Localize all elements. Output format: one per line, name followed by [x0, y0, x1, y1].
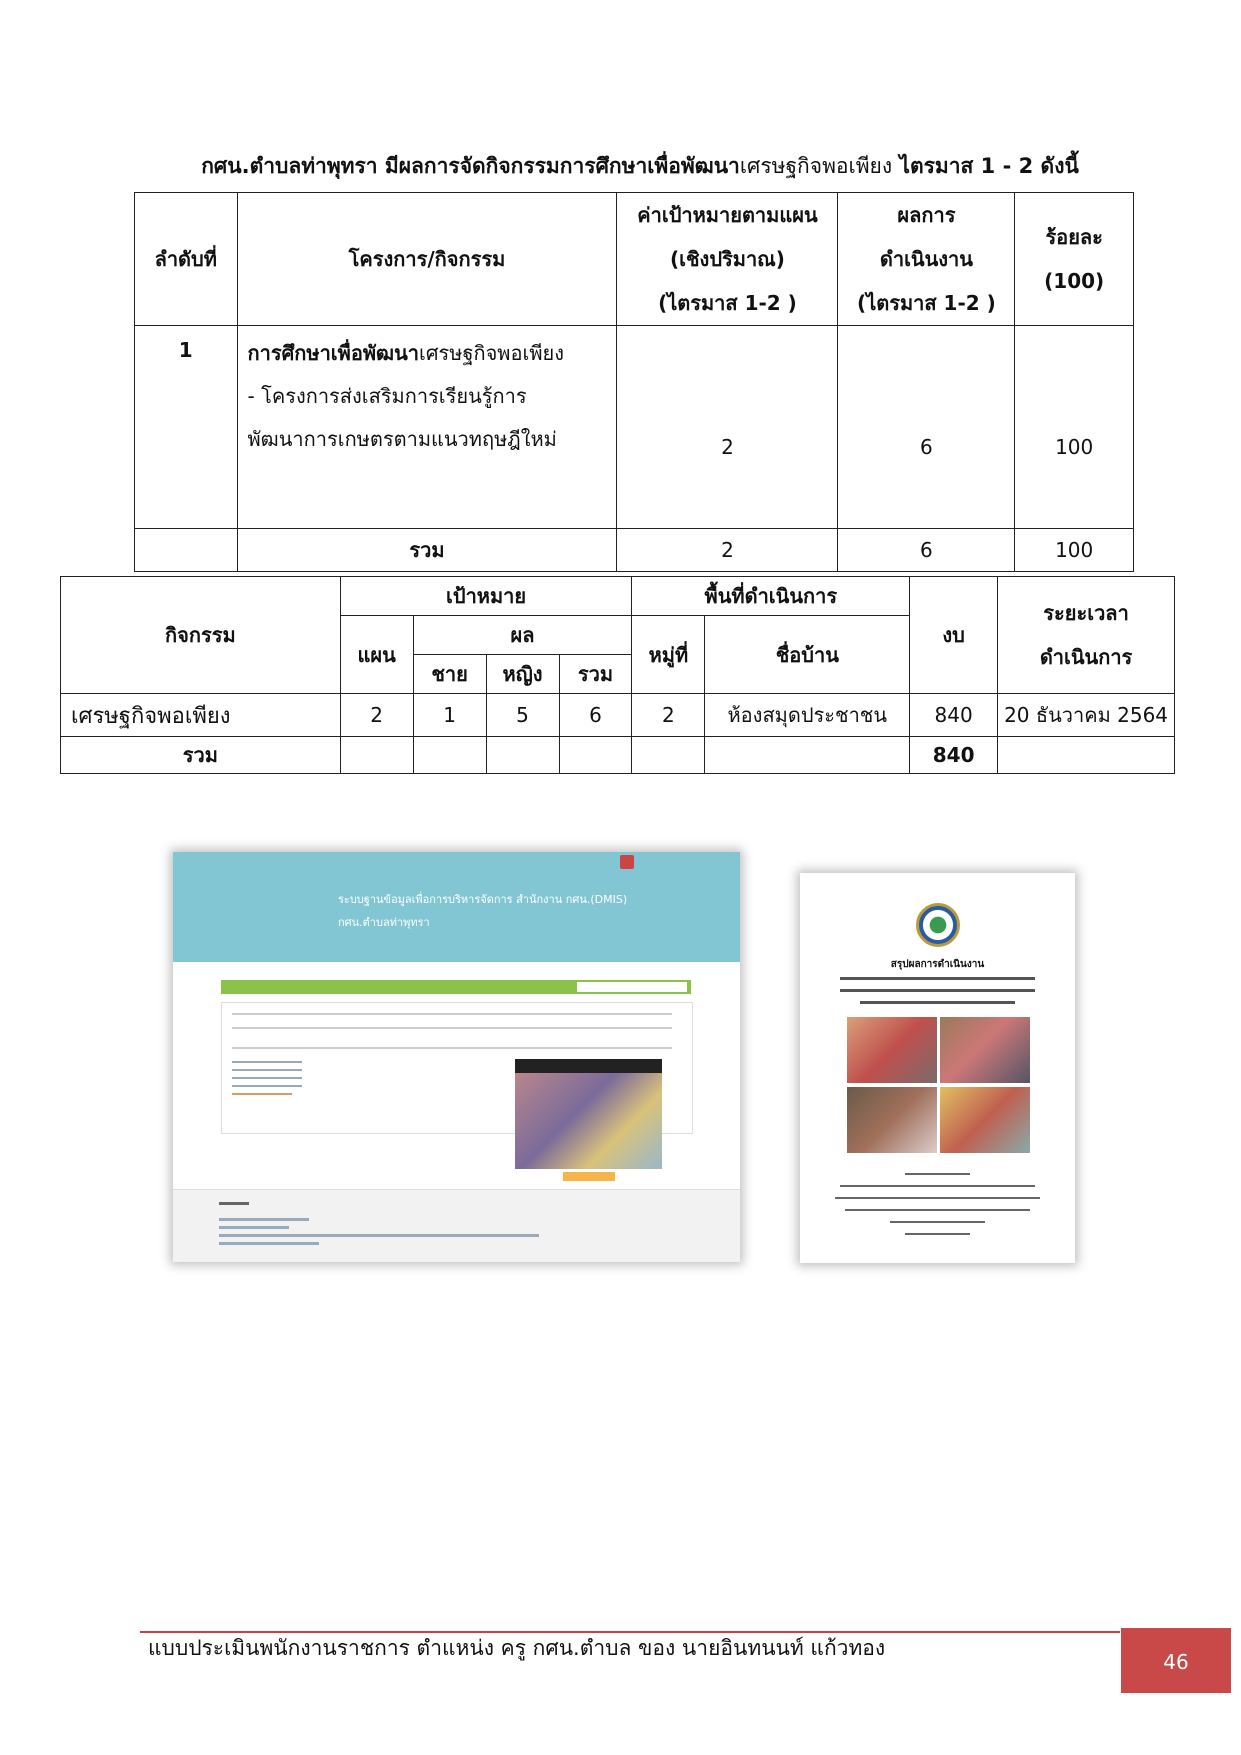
activity-header-1 [61, 577, 1175, 616]
cell-activity: เศรษฐกิจพอเพียง [61, 694, 341, 737]
row-target: 2 [617, 326, 838, 529]
cell-budget: 840 [910, 694, 998, 737]
cell-male: 1 [413, 694, 486, 737]
header-plan: แผน [340, 616, 413, 694]
dmis-green-bar [221, 980, 691, 994]
header-project: โครงการ/กิจกรรม [237, 193, 617, 326]
total-row [61, 737, 1175, 774]
cell-female: 5 [486, 694, 559, 737]
header-activity: กิจกรรม [61, 577, 341, 694]
total-result: 6 [838, 529, 1015, 572]
header-village-name: ชื่อบ้าน [705, 616, 910, 694]
header-percent-l2: (100) [1044, 269, 1105, 293]
report-photo [940, 1017, 1030, 1083]
header-percent [1015, 193, 1134, 326]
report-title: สรุปผลการดำเนินงาน [890, 959, 985, 970]
row-no: 1 [135, 326, 238, 529]
page-number: 46 [1121, 1628, 1231, 1693]
cell-village-no: 2 [632, 694, 705, 737]
row-project [237, 326, 617, 529]
dmis-title: ระบบฐานข้อมูลเพื่อการบริหารจัดการ สำนักงาน กศน.(DMIS) [338, 893, 628, 906]
row-line2: - โครงการส่งเสริมการเรียนรู้การ [247, 384, 527, 408]
results-table [134, 192, 1134, 572]
row-line3: พัฒนาการเกษตรตามแนวทฤษฎีใหม่ [247, 427, 557, 451]
total-label: รวม [61, 737, 341, 774]
dmis-subtitle: กศน.ตำบลท่าพุทรา [338, 916, 430, 929]
report-photo [847, 1087, 937, 1153]
header-result: ผล [413, 616, 632, 655]
dmis-yellow-button [563, 1172, 615, 1181]
header-result [838, 193, 1015, 326]
header-percent-l1: ร้อยละ [1045, 225, 1103, 249]
header-result-l2: ดำเนินงาน [879, 247, 973, 271]
dmis-screenshot [173, 852, 740, 1262]
activity-table [60, 576, 1175, 774]
header-target-l2: (เชิงปริมาณ) [670, 247, 785, 271]
results-table-header [135, 193, 1134, 326]
header-village-no: หมู่ที่ [632, 616, 705, 694]
header-period-l2: ดำเนินการ [1039, 645, 1133, 669]
total-empty [135, 529, 238, 572]
header-area: พื้นที่ดำเนินการ [632, 577, 910, 616]
dmis-photo [515, 1059, 662, 1169]
header-sum: รวม [559, 655, 632, 694]
dmis-button [577, 982, 687, 992]
header-result-l1: ผลการ [897, 203, 956, 227]
agency-seal-icon [916, 903, 960, 947]
row-title-bold: การศึกษาเพื่อพัฒนา [247, 341, 419, 365]
header-period-l1: ระยะเวลา [1043, 601, 1129, 625]
total-budget: 840 [910, 737, 998, 774]
total-target: 2 [617, 529, 838, 572]
header-target [617, 193, 838, 326]
header-female: หญิง [486, 655, 559, 694]
row-title-rest: เศรษฐกิจพอเพียง [418, 341, 565, 365]
header-target-l1: ค่าเป้าหมายตามแผน [637, 203, 818, 227]
heading-part2: เศรษฐกิจพอเพียง [739, 154, 893, 178]
report-photo [940, 1087, 1030, 1153]
header-male: ชาย [413, 655, 486, 694]
dmis-footer [173, 1189, 740, 1262]
cell-plan: 2 [340, 694, 413, 737]
heading-part1: กศน.ตำบลท่าพุทรา มีผลการจัดกิจกรรมการศึกษาเพื่อพัฒนา [201, 154, 740, 178]
avatar [620, 855, 634, 869]
row-percent: 100 [1015, 326, 1134, 529]
header-period [998, 577, 1175, 694]
header-goal: เป้าหมาย [340, 577, 632, 616]
total-percent: 100 [1015, 529, 1134, 572]
table-row [135, 326, 1134, 529]
header-no: ลำดับที่ [135, 193, 238, 326]
table-row [61, 694, 1175, 737]
cell-village-name: ห้องสมุดประชาชน [705, 694, 910, 737]
total-label: รวม [237, 529, 617, 572]
header-budget: งบ [910, 577, 998, 694]
page-heading [135, 150, 1145, 183]
header-target-l3: (ไตรมาส 1-2 ) [658, 291, 797, 315]
report-cover [800, 873, 1075, 1263]
row-result: 6 [838, 326, 1015, 529]
footer-text: แบบประเมินพนักงานราชการ ตำแหน่ง ครู กศน.ตำบล ของ นายอินทนนท์ แก้วทอง [148, 1636, 886, 1660]
cell-sum: 6 [559, 694, 632, 737]
report-photo [847, 1017, 937, 1083]
cell-period: 20 ธันวาคม 2564 [998, 694, 1175, 737]
header-result-l3: (ไตรมาส 1-2 ) [857, 291, 996, 315]
dmis-banner [173, 852, 740, 962]
heading-part3: ไตรมาส 1 - 2 ดังนี้ [892, 154, 1079, 178]
total-row [135, 529, 1134, 572]
